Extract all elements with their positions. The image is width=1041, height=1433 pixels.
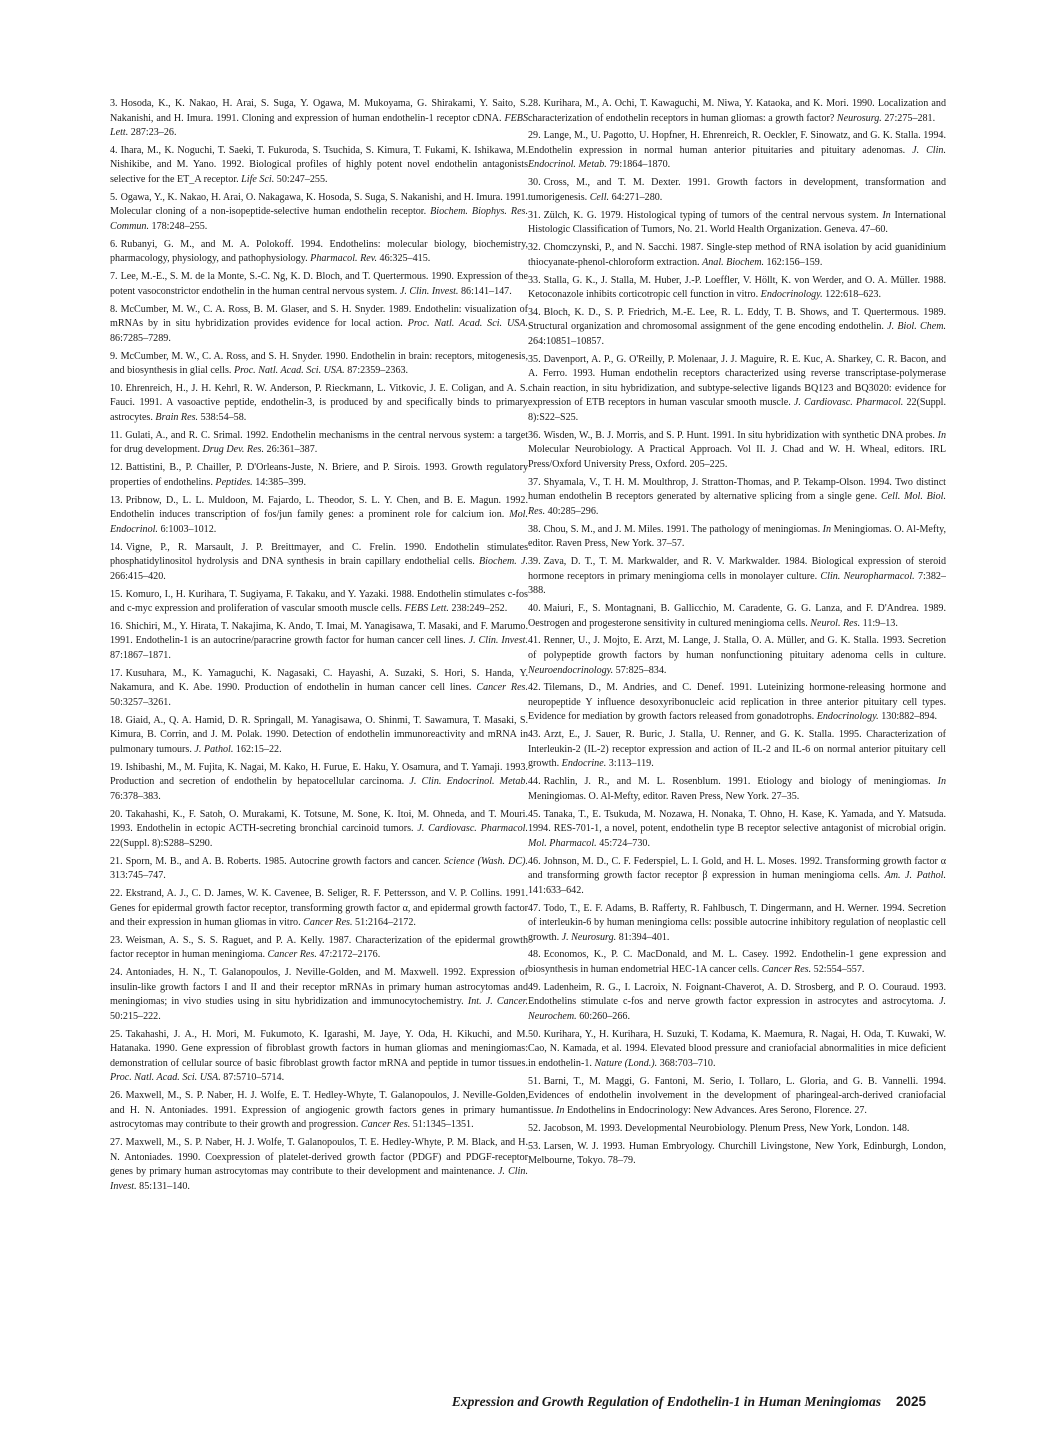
reference-journal: J. Clin. Endocrinol. Metab. [528, 144, 946, 171]
reference-citation: Meningiomas. O. Al-Mefty, editor. Raven Press, New York. 37–57. [528, 523, 946, 550]
reference-text: Giaid, A., Q. A. Hamid, D. R. Springall, M. Yanagisawa, O. Shinmi, T. Sawamura, T. Masaki, S. Kimura, B. Corrin, and J. M. Polak. 1990. Detection of endothelin immunoreactivity and mRNA in pulmonary tumours. [110, 714, 528, 755]
reference-number: 46. [528, 855, 541, 867]
reference-number: 20. [110, 808, 123, 820]
reference-journal: Biochem. Biophys. Res. Commun. [110, 206, 529, 232]
reference-text: Tilemans, D., M. Andries, and C. Denef. 1991. Luteinizing hormone-releasing hormone and neuropeptide Y influence desoxyribonucleic acid replication in three anterior pituitary cell types. Evidence for mediation by growth factors released from gonadotrophs. [528, 682, 946, 723]
reference-journal: Life Sci. [241, 174, 275, 186]
reference-number: 14. [110, 541, 123, 553]
reference-journal: Endocrinology. [816, 711, 879, 723]
reference-journal: Neuroendocrinology. [528, 664, 614, 676]
reference-journal: FEBS Lett. [110, 112, 528, 139]
reference-text: Ihara, M., K. Noguchi, T. Saeki, T. Fukuroda, S. Tsuchida, S. Kimura, T. Fukami, K. Ishikawa, M. Nishikibe, and M. Yano. 1992. Biological profiles of highly potent novel endothelin antagonists selective for the ET_A receptor. [110, 144, 528, 186]
reference-journal: Drug Dev. Res. [202, 444, 264, 456]
reference-text: Maiuri, F., S. Montagnani, B. Gallicchio, M. Caradente, G. G. Lanza, and F. D'Andrea. 1989. Oestrogen and progesterone sensitivity in cultured meningioma cells. [528, 603, 946, 629]
reference-citation: 51:1345–1351. [412, 1119, 474, 1131]
reference-journal: In [556, 1104, 565, 1116]
reference-citation: 87:1867–1871. [110, 650, 171, 661]
reference-text: Cross, M., and T. M. Dexter. 1991. Growth factors in development, transformation and tumorigenesis. [528, 177, 946, 203]
reference-citation: 85:131–140. [139, 1180, 190, 1192]
reference-item [528, 981, 946, 1025]
reference-text: Tanaka, T., E. Tsukuda, M. Nozawa, H. Nonaka, T. Ohno, H. Kase, K. Yamada, and Y. Matsuda. 1994. RES-701-1, a novel, potent, endothelin type B receptor selective antagonist of microbial origin. [528, 808, 946, 835]
reference-text: Zava, D. T., T. M. Markwalder, and R. V. Markwalder. 1984. Biological expression of steroid hormone receptors in primary meningioma cells in monolayer culture. [528, 556, 946, 582]
reference-text: Arzt, E., J. Sauer, R. Buric, J. Stalla, U. Renner, and G. K. Stalla. 1995. Characterization of Interleukin-2 (IL-2) receptor expression and action of IL-2 and IL-6 on normal anterior pituitary cell growth. [528, 729, 946, 770]
reference-number: 42. [528, 682, 541, 694]
reference-text: Todo, T., E. F. Adams, B. Rafferty, R. Fahlbusch, T. Dingermann, and H. Werner. 1994. Secretion of interleukin-6 by human meningioma cells: possible autocrine inhibitory regulation of neoplastic cell growth. [528, 902, 946, 943]
reference-citation: 178:248–255. [151, 220, 208, 232]
reference-text: McCumber, M. W., C. A. Ross, B. M. Glaser, and S. H. Snyder. 1989. Endothelin: visualization of mRNAs by in situ hybridization provides evidence for local action. [110, 303, 528, 330]
reference-citation: 22(Suppl. 8):S22–S25. [528, 397, 947, 424]
reference-number: 22. [110, 887, 123, 899]
reference-item [528, 476, 946, 520]
reference-item [110, 494, 528, 538]
reference-item [110, 588, 528, 617]
reference-journal: Cell. [589, 191, 610, 203]
reference-item [528, 129, 946, 173]
reference-journal: Cancer Res. [303, 917, 353, 929]
reference-item [110, 382, 528, 426]
reference-number: 43. [528, 729, 541, 741]
reference-text: Renner, U., J. Mojto, E. Arzt, M. Lange, J. Stalla, O. A. Müller, and G. K. Stalla. 1993. Secretion of polypeptide growth factors by human nonfunctioning pituitary adenoma cells in culture. [528, 635, 946, 661]
reference-number: 13. [110, 494, 123, 506]
reference-citation: 14:385–399. [255, 476, 306, 488]
reference-number: 31. [528, 209, 541, 221]
reference-item [110, 97, 528, 141]
reference-item [528, 1140, 946, 1169]
reference-citation: 50:247–255. [276, 174, 328, 186]
reference-text: Economos, K., P. C. MacDonald, and M. L. Casey. 1992. Endothelin-1 gene expression and biosynthesis in human endometrial HEC-1A cancer cells. [528, 949, 946, 976]
reference-text: Kusuhara, M., K. Yamaguchi, K. Nagasaki, C. Hayashi, A. Suzaki, S. Hori, S. Handa, Y. Nakamura, and K. Abe. 1990. Production of endothelin in human cancer cell lines. [110, 667, 528, 694]
reference-citation: 87:2359–2363. [347, 365, 409, 377]
reference-item [528, 555, 946, 599]
reference-text: Chou, S. M., and J. M. Miles. 1991. The pathology of meningiomas. [543, 523, 821, 535]
reference-text: Zülch, K. G. 1979. Histological typing of tumors of the central nervous system. [543, 209, 879, 221]
reference-journal: Clin. Neuropharmacol. [820, 570, 915, 582]
reference-number: 6. [110, 238, 118, 250]
reference-item [110, 541, 528, 585]
reference-number: 32. [528, 242, 541, 254]
reference-number: 45. [528, 808, 541, 820]
reference-item [110, 620, 528, 664]
reference-item [110, 934, 528, 963]
reference-text: Weisman, A. S., S. S. Raguet, and P. A. Kelly. 1987. Characterization of the epidermal growth factor receptor in human meningioma. [110, 934, 528, 961]
reference-text: Battistini, B., P. Chailler, P. D'Orleans-Juste, N. Briere, and P. Sirois. 1993. Growth regulatory properties of endothelins. [110, 462, 528, 488]
reference-text: Ekstrand, A. J., C. D. James, W. K. Cavenee, B. Seliger, R. F. Pettersson, and V. P. Collins. 1991. Genes for epidermal growth factor receptor, transforming growth factor α, and epidermal growth factor and their expression in human gliomas in vitro. [110, 887, 528, 929]
reference-journal: J. Clin. Endocrinol. Metab. [409, 776, 528, 788]
reference-text: Ladenheim, R. G., I. Lacroix, N. Foignant-Chaverot, A. D. Strosberg, and P. O. Couraud. 1993. Endothelins stimulate c-fos and nerve growth factor expression in astrocytes and astrocytoma. [528, 981, 946, 1008]
reference-citation: 46:325–415. [379, 253, 431, 265]
reference-text: Barni, T., M. Maggi, G. Fantoni, M. Serio, I. Tollaro, L. Gloria, and G. B. Vannelli. 1994. Evidences of endothelin involvement in the development of pharingeal-arch-derived craniofacial tissue. [528, 1075, 946, 1116]
reference-item [528, 775, 946, 804]
reference-item [528, 306, 946, 350]
reference-number: 36. [528, 429, 541, 441]
reference-citation: 162:15–22. [235, 743, 282, 755]
reference-item [528, 855, 946, 899]
reference-journal: Int. J. Cancer. [467, 996, 529, 1008]
reference-journal: Nature (Lond.). [594, 1057, 658, 1069]
reference-item [110, 144, 528, 188]
reference-number: 21. [110, 855, 123, 867]
reference-number: 52. [528, 1122, 541, 1134]
reference-citation: 86:7285–7289. [110, 332, 171, 344]
reference-citation: 50:215–222. [110, 1010, 161, 1022]
reference-citation: 7:382–388. [528, 570, 946, 597]
reference-text: Sporn, M. B., and A. B. Roberts. 1985. Autocrine growth factors and cancer. [125, 855, 441, 867]
reference-text: Davenport, A. P., G. O'Reilly, P. Molenaar, J. J. Maguire, R. E. Kuc, A. Sharkey, C. R. Bacon, and A. Ferro. 1993. Human endothelin receptors characterized using reverse transcriptase-polymerase chain reaction, in situ hybridization, and subtype-selective ligands BQ123 and BQ3020: evidence for expression of ETB receptors in human vascular smooth muscle. [528, 353, 946, 409]
reference-citation: 122:618–623. [825, 289, 881, 301]
reference-item [528, 429, 946, 473]
reference-item [528, 274, 946, 303]
reference-citation: 266:415–420. [110, 570, 166, 582]
reference-text: Larsen, W. J. 1993. Human Embryology. Churchill Livingstone, New York, Edinburgh, London, Melbourne, Tokyo. 78–79. [528, 1140, 946, 1167]
reference-citation: 87:5710–5714. [223, 1072, 285, 1084]
reference-journal: Cancer Res. [761, 964, 812, 976]
reference-citation: 238:249–252. [451, 603, 508, 615]
reference-item [110, 303, 528, 347]
reference-citation: 162:156–159. [766, 256, 823, 268]
reference-citation: 11:9–13. [862, 617, 898, 629]
reference-number: 8. [110, 303, 118, 315]
reference-item [110, 461, 528, 490]
reference-item [110, 761, 528, 805]
reference-text: Ehrenreich, H., J. H. Kehrl, R. W. Anderson, P. Rieckmann, L. Vitkovic, J. E. Coligan, and A. S. Fauci. 1991. A vasoactive peptide, endothelin-3, is produced by and specifically binds to primary astrocytes. [110, 382, 528, 424]
reference-text: Takahashi, J. A., H. Mori, M. Fukumoto, K. Igarashi, M. Jaye, Y. Oda, H. Kikuchi, and M. Hatanaka. 1990. Gene expression of fibroblast growth factors in human gliomas and meningiomas: demonstration of cellular source of basic fibroblast growth factor mRNA and peptide in tumor tissues. [110, 1028, 528, 1069]
reference-journal: In [937, 776, 946, 788]
reference-number: 16. [110, 620, 123, 632]
reference-number: 33. [528, 274, 541, 286]
reference-item [528, 209, 946, 238]
reference-journal: J. Cardiovasc. Pharmacol. [793, 397, 904, 409]
reference-journal: Science (Wash. DC). [443, 855, 528, 867]
reference-item [110, 350, 528, 379]
reference-journal: J. Neurosurg. [561, 931, 617, 943]
reference-citation: 287:23–26. [130, 127, 177, 139]
reference-number: 53. [528, 1140, 541, 1152]
reference-item [110, 808, 528, 852]
reference-number: 51. [528, 1075, 541, 1087]
reference-item [528, 681, 946, 725]
reference-number: 44. [528, 776, 541, 788]
page-number: 2025 [896, 1394, 927, 1409]
reference-journal: J. Biol. Chem. [887, 321, 947, 333]
reference-number: 28. [528, 98, 541, 109]
reference-number: 9. [110, 350, 118, 362]
reference-number: 38. [528, 523, 541, 535]
reference-item [110, 714, 528, 758]
reference-citation: Meningiomas. O. Al-Mefty, editor. Raven Press, New York. 27–35. [528, 790, 800, 802]
reference-citation: 538:54–58. [200, 412, 247, 424]
reference-text: Shichiri, M., Y. Hirata, T. Nakajima, K. Ando, T. Imai, M. Yanagisawa, T. Masaki, and F. Marumo. 1991. Endothelin-1 is an autocrine/paracrine growth factor for human cancer cell lines. [110, 620, 528, 647]
reference-item [528, 1122, 946, 1137]
reference-item [110, 1028, 528, 1086]
reference-number: 27. [110, 1137, 123, 1149]
reference-number: 49. [528, 981, 541, 993]
running-title: Expression and Growth Regulation of Endothelin-1 in Human Meningiomas [451, 1394, 881, 1409]
reference-journal: Anal. Biochem. [702, 256, 765, 268]
reference-citation: 264:10851–10857. [528, 335, 604, 347]
reference-number: 50. [528, 1028, 541, 1040]
reference-text: Lee, M.-E., S. M. de la Monte, S.-C. Ng, K. D. Bloch, and T. Quertermous. 1990. Expression of the potent vasoconstrictor endothelin in the human central nervous system. [110, 271, 528, 297]
reference-item [110, 238, 528, 267]
reference-journal: Am. J. Pathol. [884, 870, 947, 882]
reference-number: 19. [110, 761, 123, 773]
reference-text: Chomczynski, P., and N. Sacchi. 1987. Single-step method of RNA isolation by acid guanidinium thiocyanate-phenol-chloroform extraction. [528, 242, 946, 268]
reference-number: 25. [110, 1028, 123, 1040]
reference-citation: 40:285–296. [547, 505, 599, 517]
reference-journal: J. Clin. Invest. [399, 285, 459, 297]
reference-number: 12. [110, 462, 123, 474]
reference-text: Hosoda, K., K. Nakao, H. Arai, S. Suga, Y. Ogawa, M. Mukoyama, G. Shirakami, Y. Saito, S. Nakanishi, and H. Imura. 1991. Cloning and expression of human endothelin-1 receptor cDNA. [110, 98, 528, 124]
reference-text: Antoniades, H. N., T. Galanopoulos, J. Neville-Golden, and M. Maxwell. 1992. Expression of insulin-like growth factors I and II and their receptor mRNAs in primary human astrocytomas and meningiomas; in vivo studies using in situ hybridization and immunocytochemistry. [110, 967, 528, 1008]
reference-item [110, 966, 528, 1024]
reference-number: 11. [110, 429, 123, 441]
reference-citation: Endothelins in Endocrinology: New Advances. Ares Serono, Florence. 27. [567, 1104, 867, 1116]
reference-citation: 47:2172–2176. [319, 949, 381, 961]
reference-text: Wisden, W., B. J. Morris, and S. P. Hunt. 1991. In situ hybridization with synthetic DNA probes. [543, 429, 935, 441]
references-right-column [528, 97, 946, 1172]
reference-item [528, 728, 946, 772]
reference-item [528, 176, 946, 205]
reference-citation: 76:378–383. [110, 790, 161, 802]
reference-citation: 81:394–401. [618, 931, 670, 943]
reference-number: 15. [110, 588, 123, 600]
reference-journal: Mol. Pharmacol. [528, 837, 597, 849]
reference-journal: Peptides. [215, 476, 253, 488]
reference-number: 23. [110, 934, 123, 946]
reference-citation: Molecular Neurobiology. A Practical Approach. Vol II. J. Chad and W. H. Wheal, editors. IRL Press/Oxford University Press, Oxford. 205–225. [528, 444, 946, 470]
reference-citation: 86:141–147. [460, 285, 512, 297]
reference-item [110, 270, 528, 299]
reference-number: 37. [528, 476, 541, 488]
reference-item [528, 1028, 946, 1072]
reference-journal: Proc. Natl. Acad. Sci. USA. [233, 365, 345, 377]
reference-journal: FEBS Lett. [404, 603, 449, 615]
reference-item [110, 191, 528, 235]
reference-item [528, 241, 946, 270]
reference-journal: Cancer Res. [360, 1119, 411, 1131]
reference-citation: 6:1003–1012. [160, 523, 217, 535]
reference-journal: Endocrine. [561, 758, 607, 770]
reference-citation: 27:275–281. [884, 112, 936, 124]
reference-text: Ogawa, Y., K. Nakao, H. Arai, O. Nakagawa, K. Hosoda, S. Suga, S. Nakanishi, and H. Imura. 1991. Molecular cloning of a non-isopeptide-selective human endothelin receptor. [110, 191, 528, 218]
reference-citation: 368:703–710. [659, 1057, 716, 1069]
reference-journal: Proc. Natl. Acad. Sci. USA. [110, 1072, 221, 1084]
reference-item [528, 602, 946, 631]
reference-item [110, 667, 528, 711]
references-left-column [110, 97, 528, 1198]
reference-text: Jacobson, M. 1993. Developmental Neurobiology. Plenum Press, New York, London. 148. [543, 1122, 910, 1134]
reference-number: 10. [110, 382, 123, 394]
reference-citation: 60:260–266. [579, 1010, 630, 1022]
reference-journal: Endocrinology. [760, 289, 823, 301]
reference-item [528, 353, 946, 426]
reference-item [528, 97, 946, 126]
reference-number: 48. [528, 949, 541, 961]
reference-text: Shyamala, V., T. H. M. Moulthrop, J. Stratton-Thomas, and P. Tekamp-Olson. 1994. Two distinct human endothelin B receptors generated by alternative splicing from a single gene. [528, 476, 946, 503]
reference-text: Ishibashi, M., M. Fujita, K. Nagai, M. Kako, H. Furue, E. Haku, Y. Osamura, and T. Yamaji. 1993. Production and secretion of endothelin by hepatocellular carcinoma. [110, 761, 528, 788]
reference-journal: Cancer Res. [267, 949, 317, 961]
reference-item [110, 855, 528, 884]
reference-citation: 3:113–119. [608, 758, 654, 770]
reference-citation: 51:2164–2172. [355, 917, 416, 929]
reference-text: Lange, M., U. Pagotto, U. Hopfner, H. Ehrenreich, R. Oeckler, F. Sinowatz, and G. K. Stalla. 1994. Endothelin expression in normal human anterior pituitaries and pituitary adenomas. [528, 130, 946, 156]
reference-journal: J. Clin. Invest. [110, 1166, 528, 1192]
reference-text: Maxwell, M., S. P. Naber, H. J. Wolfe, T. Galanopoulos, T. E. Hedley-Whyte, P. M. Black, and H. N. Antoniades. 1990. Coexpression of platelet-derived growth factor (PDGF) and PDGF-receptor genes by primary human astrocytomas may contribute to their development and maintenance. [110, 1137, 528, 1178]
reference-text: Vigne, P., R. Marsault, J. P. Breittmayer, and C. Frelin. 1990. Endothelin stimulates phosphatidylinositol hydrolysis and DNA synthesis in brain capillary endothelial cells. [110, 541, 528, 568]
reference-journal: J. Cardiovasc. Pharmacol. [417, 823, 528, 835]
reference-journal: Neurol. Res. [810, 617, 861, 629]
reference-number: 41. [528, 635, 541, 647]
reference-text: Stalla, G. K., J. Stalla, M. Huber, J.-P. Loeffler, V. Höllt, K. von Werder, and O. A. Müller. 1988. Ketoconazole inhibits corticotropic cell function in vitro. [528, 274, 946, 301]
reference-citation: 50:3257–3261. [110, 696, 171, 708]
reference-journal: J. Clin. Invest. [468, 635, 528, 647]
reference-journal: Pharmacol. Rev. [310, 253, 377, 265]
reference-journal: In [937, 429, 947, 441]
reference-journal: In [822, 523, 832, 535]
reference-journal: In [882, 209, 891, 221]
reference-citation: 130:882–894. [881, 711, 938, 723]
reference-text: Komuro, I., H. Kurihara, T. Sugiyama, F. Takaku, and Y. Yazaki. 1988. Endothelin stimulates c-fos and c-myc expression and proliferation of vascular smooth muscle cells. [110, 588, 528, 615]
reference-text: Gulati, A., and R. C. Srimal. 1992. Endothelin mechanisms in the central nervous system: a target for drug development. [110, 429, 528, 456]
reference-item [110, 1136, 528, 1194]
reference-journal: Proc. Natl. Acad. Sci. USA. [407, 318, 528, 330]
reference-text: Rachlin, J. R., and M. L. Rosenblum. 1991. Etiology and biology of meningiomas. [543, 776, 931, 788]
reference-item [110, 887, 528, 931]
reference-citation: 64:271–280. [611, 191, 663, 203]
reference-citation: 26:361–387. [266, 444, 318, 456]
reference-text: Rubanyi, G. M., and M. A. Polokoff. 1994. Endothelins: molecular biology, biochemistry, pharmacology, physiology, and pathophysiology. [110, 238, 528, 265]
reference-journal: Brain Res. [155, 412, 199, 424]
reference-citation: 22(Suppl. 8):S288–S290. [110, 837, 213, 849]
reference-text: Maxwell, M., S. P. Naber, H. J. Wolfe, E. T. Hedley-Whyte, T. Galanopoulos, J. Neville-Golden, and H. N. Antoniades. 1991. Expression of angiogenic growth factors genes in primary human astrocytomas may contribute to their growth and progression. [110, 1090, 528, 1131]
reference-journal: Neurosurg. [836, 112, 882, 124]
reference-number: 18. [110, 714, 123, 726]
reference-journal: J. Pathol. [194, 743, 234, 755]
reference-number: 39. [528, 556, 541, 568]
reference-text: Bloch, K. D., S. P. Friedrich, M.-E. Lee, R. L. Eddy, T. B. Shows, and T. Quertermous. 1989. Structural organization and chromosomal assignment of the gene encoding endothelin. [528, 306, 946, 333]
reference-citation: 141:633–642. [528, 884, 584, 896]
reference-text: McCumber, M. W., C. A. Ross, and S. H. Snyder. 1990. Endothelin in brain: receptors, mitogenesis, and biosynthesis in glial cells. [110, 350, 528, 377]
reference-citation: International Histologic Classification of Tumors, No. 21. World Health Organization. Geneva. 47–60. [528, 209, 947, 236]
reference-number: 35. [528, 353, 541, 365]
reference-item [528, 808, 946, 852]
reference-citation: 57:825–834. [615, 664, 667, 676]
reference-number: 29. [528, 130, 541, 142]
reference-item [528, 1075, 946, 1119]
reference-number: 40. [528, 603, 541, 615]
reference-number: 26. [110, 1090, 123, 1102]
reference-journal: Cancer Res. [476, 682, 529, 694]
reference-citation: 313:745–747. [110, 870, 166, 882]
reference-item [528, 902, 946, 946]
reference-citation: 45:724–730. [599, 837, 650, 849]
reference-number: 34. [528, 306, 541, 318]
reference-number: 3. [110, 98, 118, 109]
reference-citation: 79:1864–1870. [609, 159, 671, 171]
reference-journal: J. Neurochem. [528, 996, 946, 1022]
reference-item [528, 523, 946, 552]
reference-number: 30. [528, 177, 541, 189]
reference-number: 47. [528, 902, 541, 914]
reference-number: 4. [110, 144, 118, 156]
reference-item [528, 634, 946, 678]
reference-text: Johnson, M. D., C. F. Federspiel, L. I. Gold, and H. L. Moses. 1992. Transforming growth factor α and transforming growth factor receptor β expression in human meningioma cells. [528, 855, 946, 882]
reference-item [528, 948, 946, 977]
reference-number: 17. [110, 667, 123, 679]
reference-item [110, 429, 528, 458]
reference-text: Takahashi, K., F. Satoh, O. Murakami, K. Totsune, M. Sone, K. Itoi, M. Ohneda, and T. Mouri. 1993. Endothelin in ectopic ACTH-secreting bronchial carcinoid tumors. [110, 808, 528, 835]
reference-number: 24. [110, 967, 123, 979]
reference-number: 7. [110, 271, 118, 283]
reference-journal: Biochem. J. [478, 556, 528, 568]
reference-item [110, 1089, 528, 1133]
reference-journal: Mol. Endocrinol. [110, 509, 528, 535]
reference-journal: Cell. Mol. Biol. Res. [528, 491, 946, 517]
reference-text: Pribnow, D., L. L. Muldoon, M. Fajardo, L. Theodor, S. L. Y. Chen, and B. E. Magun. 1992. Endothelin induces transcription of fos/jun family genes: a prominent role for calcium ion. [110, 494, 528, 521]
reference-text: Kurihara, M., A. Ochi, T. Kawaguchi, M. Niwa, Y. Kataoka, and K. Mori. 1990. Localization and characterization of endothelin receptors in human gliomas: a growth factor? [528, 98, 946, 124]
reference-number: 5. [110, 191, 118, 203]
reference-citation: 52:554–557. [813, 964, 865, 976]
reference-text: Kurihara, Y., H. Kurihara, H. Suzuki, T. Kodama, K. Maemura, R. Nagai, H. Oda, T. Kuwaki, W. Cao, N. Kamada, et al. 1994. Elevated blood pressure and craniofacial abnormalities in mice deficient in endothelin-1. [528, 1028, 946, 1069]
